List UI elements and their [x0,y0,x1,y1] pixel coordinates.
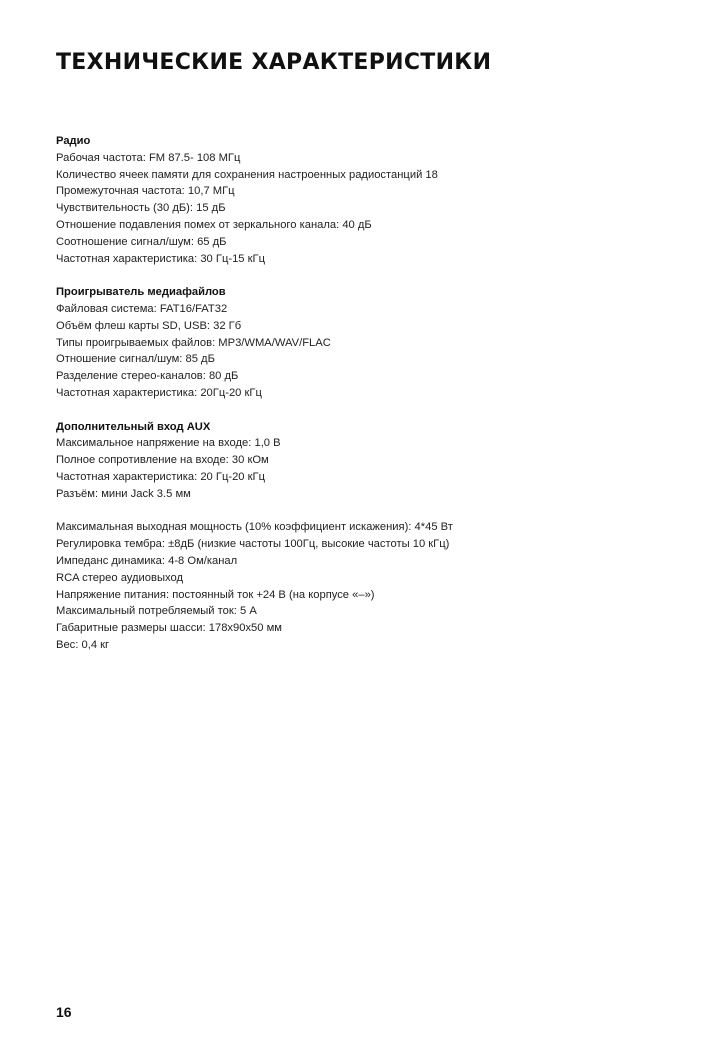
spec-line: Максимальная выходная мощность (10% коэффициент искажения): 4*45 Вт [56,521,453,534]
spec-line: Максимальный потребляемый ток: 5 А [56,605,257,618]
spec-line: Количество ячеек памяти для сохранения настроенных радиостанций 18 [56,168,438,181]
spec-line: Импеданс динамика: 4-8 Ом/канал [56,554,238,567]
spec-line: Частотная характеристика: 20Гц-20 кГц [56,386,262,399]
spec-line: Вес: 0,4 кг [56,638,110,651]
section-media-player [56,284,676,402]
spec-line: Рабочая частота: FM 87.5- 108 МГц [56,151,241,164]
spec-line: Типы проигрываемых файлов: MP3/WMA/WAV/FLAC [56,336,331,349]
spec-line: Напряжение питания: постоянный ток +24 В (на корпусе «–») [56,588,375,601]
spec-line: Файловая система: FAT16/FAT32 [56,302,228,315]
spec-line: Полное сопротивление на входе: 30 кОм [56,454,269,467]
spec-line: Габаритные размеры шасси: 178x90x50 мм [56,622,282,635]
section-aux-input [56,419,676,503]
spec-line: Разделение стерео-каналов: 80 дБ [56,370,239,383]
spec-line: Максимальное напряжение на входе: 1,0 В [56,437,281,450]
spec-line: Разъём: мини Jack 3.5 мм [56,487,191,500]
section-general [56,519,676,653]
spec-line: Частотная характеристика: 20 Гц-20 кГц [56,470,265,483]
page-number: 16 [56,1004,72,1020]
spec-line: Объём флеш карты SD, USB: 32 Гб [56,319,242,332]
spec-line: Частотная характеристика: 30 Гц-15 кГц [56,252,265,265]
specifications [56,133,676,671]
spec-line: Чувствительность (30 дБ): 15 дБ [56,202,226,215]
spec-line: Отношение сигнал/шум: 85 дБ [56,353,215,366]
section-heading: Радио [56,135,91,147]
page-title: ТЕХНИЧЕСКИЕ ХАРАКТЕРИСТИКИ [56,50,492,75]
spec-line: Регулировка тембра: ±8дБ (низкие частоты 100Гц, высокие частоты 10 кГц) [56,538,450,551]
spec-line: Промежуточная частота: 10,7 МГц [56,185,235,198]
section-heading: Дополнительный вход AUX [56,420,211,433]
spec-line: RCA стерео аудиовыход [56,571,183,584]
spec-line: Отношение подавления помех от зеркального канала: 40 дБ [56,218,372,231]
spec-line: Соотношение сигнал/шум: 65 дБ [56,235,227,248]
section-heading: Проигрыватель медиафайлов [56,286,226,299]
section-radio [56,133,676,267]
